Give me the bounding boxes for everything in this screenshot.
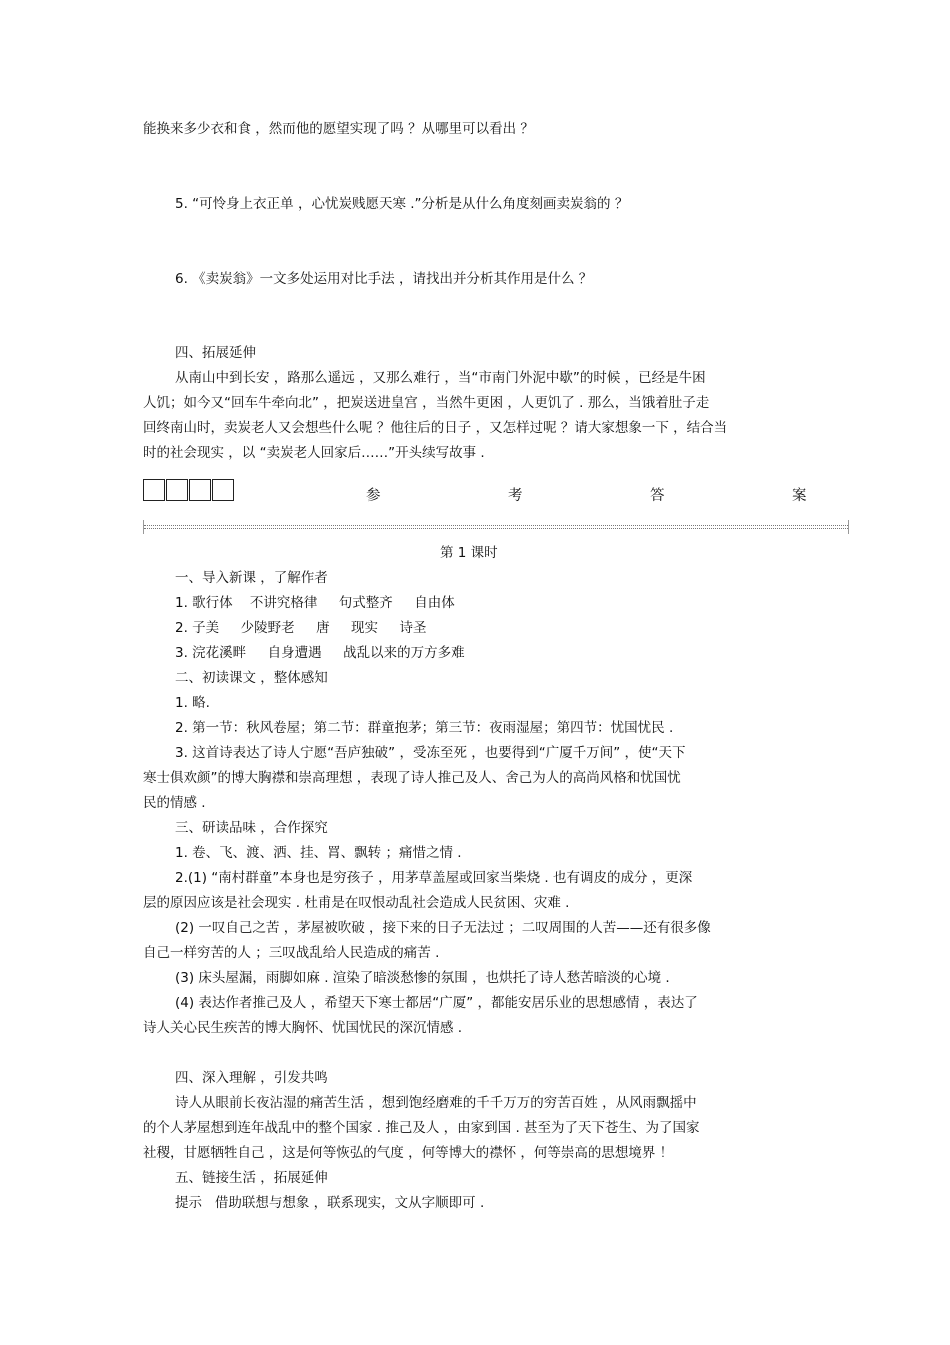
question-5: 5. “可怜身上衣正单 ，心忧炭贱愿天寒 .”分析是从什么角度刻画卖炭翁的 ？ (175, 196, 629, 212)
empty-box (143, 479, 165, 501)
answer-line: 自己一样穷苦的人 ；三叹战乱给人民造成的痛苦 . (143, 945, 440, 961)
empty-box (212, 479, 234, 501)
answer-line: 提示 借助联想与想象 ，联系现实，文从字顺即可 . (175, 1195, 485, 1211)
section-divider (143, 520, 849, 534)
answer-line: 3. 浣花溪畔 自身遭遇 战乱以来的万方多难 (175, 645, 465, 661)
answer-section-title: 一、导入新课 ，了解作者 (175, 570, 328, 586)
extension-paragraph-line: 人饥；如今又“回车牛牵向北” ，把炭送进皇宫 ，当然牛更困 ，人更饥了 . 那么，当饿着肚子走 (143, 395, 710, 411)
answer-header-char: 考 (508, 488, 523, 504)
answer-header-char: 答 (650, 488, 665, 504)
extension-paragraph-line: 时的社会现实 ，以 “卖炭老人回家后……”开头续写故事 . (143, 445, 485, 461)
answer-line: 2.(1) “南村群童”本身也是穷孩子 ，用茅草盖屋或回家当柴烧 . 也有调皮的成分 ，更深 (175, 870, 693, 886)
lesson-title: 第 1 课时 (440, 545, 498, 561)
question-6: 6. 《卖炭翁》一文多处运用对比手法 ，请找出并分析其作用是什么 ？ (175, 271, 593, 287)
section-extension-title: 四、拓展延伸 (175, 345, 256, 361)
answer-line: 诗人关心民生疾苦的博大胸怀、忧国忧民的深沉情感 . (143, 1020, 463, 1036)
answer-line: 3. 这首诗表达了诗人宁愿“吾庐独破” ，受冻至死 ，也要得到“广厦千万间” ，使“天下 (175, 745, 686, 761)
answer-line: (4) 表达作者推己及人 ，希望天下寒士都居“广厦” ，都能安居乐业的思想感情 ，表达了 (175, 995, 698, 1011)
answer-section-title: 二、初读课文 ，整体感知 (175, 670, 328, 686)
answer-line: (2) 一叹自己之苦 ，茅屋被吹破 ，接下来的日子无法过 ；二叹周围的人苦——还有很多像 (175, 920, 711, 936)
answer-line: 社稷，甘愿牺牲自己 ，这是何等恢弘的气度 ，何等博大的襟怀 ，何等崇高的思想境界 ！ (143, 1145, 674, 1161)
answer-line: 1. 歌行体 不讲究格律 句式整齐 自由体 (175, 595, 455, 611)
answer-line: 民的情感 . (143, 795, 206, 811)
answer-line: 诗人从眼前长夜沾湿的痛苦生活 ，想到饱经磨难的千千万万的穷苦百姓 ，从风雨飘摇中 (175, 1095, 697, 1111)
answer-line: 2. 第一节：秋风卷屋；第二节：群童抱茅；第三节：夜雨湿屋；第四节：忧国忧民 . (175, 720, 674, 736)
empty-box (189, 479, 211, 501)
answer-line: 1. 卷、飞、渡、洒、挂、罥、飘转 ；痛惜之情 . (175, 845, 462, 861)
answer-section-title: 三、研读品味 ，合作探究 (175, 820, 328, 836)
extension-paragraph-line: 从南山中到长安 ，路那么遥远 ，又那么难行 ，当“市南门外泥中歇”的时候 ，已经是牛困 (175, 370, 706, 386)
extension-paragraph-line: 回终南山时，卖炭老人又会想些什么呢 ？他往后的日子 ，又怎样过呢 ？请大家想象一下 ，结合当 (143, 420, 728, 436)
answer-line: 层的原因应该是社会现实 . 杜甫是在叹恨动乱社会造成人民贫困、灾难 . (143, 895, 570, 911)
answer-line: 的个人茅屋想到连年战乱中的整个国家 . 推己及人 ，由家到国 . 甚至为了天下苍生、为了国家 (143, 1120, 700, 1136)
answer-header-char: 参 (366, 488, 381, 504)
answer-section-title: 四、深入理解 ，引发共鸣 (175, 1070, 328, 1086)
answer-boxes (143, 479, 235, 501)
answer-line: 寒士俱欢颜”的博大胸襟和崇高理想 ，表现了诗人推己及人、舍己为人的高尚风格和忧国忧 (143, 770, 681, 786)
answer-section-title: 五、链接生活 ，拓展延伸 (175, 1170, 328, 1186)
answer-line: 2. 子美 少陵野老 唐 现实 诗圣 (175, 620, 427, 636)
answer-line: 1. 略. (175, 695, 210, 711)
question-4-tail: 能换来多少衣和食 ，然而他的愿望实现了吗 ？从哪里可以看出 ？ (143, 121, 534, 137)
empty-box (166, 479, 188, 501)
answer-header-char: 案 (792, 488, 807, 504)
answer-line: (3) 床头屋漏，雨脚如麻 . 渲染了暗淡愁惨的氛围 ，也烘托了诗人愁苦暗淡的心境 . (175, 970, 670, 986)
